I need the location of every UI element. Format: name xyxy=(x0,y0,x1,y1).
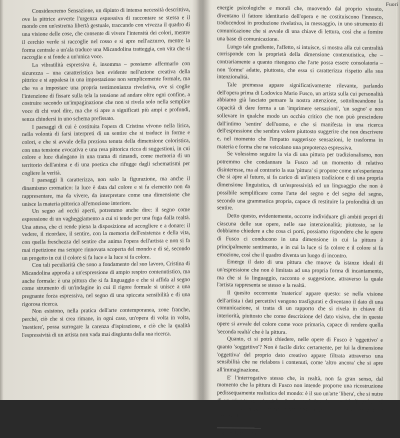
right-page-text-column xyxy=(217,5,383,436)
running-head: Fuori xyxy=(385,2,398,8)
book-gutter xyxy=(196,0,210,400)
footnote-rule xyxy=(217,427,261,428)
right-paragraph: Se volessimo seguire la via di una pittura per tradizionalismo, non potremmo che condannare la Fusco ad un momento di relativo disinteresse, ma al contrario la sua 'pittura' si propone come un'esperienza che si apre al futuro, si fa carico di un'intera tradizione e di una propria dimensione linguistica, di un'espressività ed un linguaggio che non è possibile semplificare come l'arte del segno e del segno del segno, secondo una grammatica propria, capace di restituire la profondità di un sentire. xyxy=(217,151,383,212)
left-paragraph: Non esistono, nella pratica dell'arte contemporanea, zone franche, perché, ciò che si crea rimane, in ogni caso, un'opera di volta in volta, 'mestiere', possa surrogare la carenza d'ispirazione, e ciò che la qualità l'espressività di un artista non vada mai disgiunta dalla sua ricerca. xyxy=(22,307,190,339)
left-paragraph: Con tali peculiarità che sono a fondamento del suo lavoro, Cristina di Micandolina approda a un'espressione di ampio respiro contenutistico, ma anche formale: è una pittura che si fa linguaggio e che si affida al segno come strumento di un'indagine in cui il rigore formale si unisce a una pregnante forza espressiva, nel segno di una spiccata sensibilità e di una rigorosa ricerca. xyxy=(22,261,190,308)
left-paragraph: La vibratilità espressiva è, insomma – possiamo affermarlo con sicurezza – una caratteristica ben evidente nell'azione creativa della pittrice e si appalesa in una impostazione non semplicemente formale, ma che va a impostare una propria testimonianza rivelativa, ove si coglie l'intenzione di fissare sulla tela la tensione ad andare oltre ogni confine, a costruire secondo un'impaginazione che non si rivela solo nella semplice voce di chi vuol dire, ma che si apre a significati più ampi e profondi, senza chiudersi in uno schema prefissato. xyxy=(22,61,190,123)
left-paragraph: I paesaggi di cui è costituita l'opera di Cristina vivono nella lirica, nella volontà di farsi interpreti di un sentire che si traduce in forme e colori, e che si avvale della preziosa tenuta della dimensione coloristica, con una tensione evocativa e una resa pittorica ricca di suggestioni, in cui colore e luce dialogano in una trama di rimandi, come memoria di un territorio dell'anima e di una poetica che rifugge dagli schematismi per cogliere la verità. xyxy=(22,122,190,177)
footnote: *Cfr. ivi, II, pp. 144 ss. xyxy=(217,430,260,436)
right-paragraph: energie psicologiche e morali che, muovendo dal proprio vissuto, diventano il fattore identitario dell'opera e ne costituiscono l'innesco, traducendosi in produzione rivelativa, in messaggio, in uno strumento di comunicazione che si avvale di una chiave di lettura, così che a fornire una base di comunicazione. xyxy=(217,5,383,43)
left-page-text-column xyxy=(22,7,190,397)
right-paragraph: Lungo tale gradiente, l'affetto, si intuisce, si mostra alla cui centralità corrisponde con la proprietà della dimensione contenutistica, che – contrariamente a quanto ritengono che l'arte possa essere consolatoria – non 'forme' adatte, piuttosto, che essa si caratterizza rispetto alla sua intenzionalità. xyxy=(217,43,383,81)
right-paragraph: Tale premessa appare significativamente rilevante, parlando dell'opera prima di Lodovico Mario Fusco, un artista sulla cui personalità abbiamo già lasciato pensare la nostra attenzione, sottolineandone la capacità di dare forma a un 'imprimere sensazioni', 'un sogno' e non sollevare in qualche modo un occhio critico che non può prescindere dall'intimo 'sentire' dell'uomo, e che si manifesta in una ricerca dell'espressione che sembra volere piuttosto suggerire che non descrivere e, nel momento che l'impatto suggerisce sensazioni, le trasforma in materia e forma che ne veicolano una prepotenza espressiva. xyxy=(217,82,383,152)
left-page xyxy=(0,0,196,400)
left-paragraph: Un segno ad occhi aperti, potremmo anche dire: il segno come espressione di un vagheggiamento a cui si tende per una fuga dalla realtà. Una attesa, che ci rende piena la disposizione ad accogliere e a donare: il vedere, il ricordare, il sentire, con la memoria dell'esistenza e della vita, con quella freschezza del sentire che anima l'opera dell'artista e non si fa mai ripetizione ma sempre rinnovata scoperta del mondo e di sé, secondo un progetto in cui il colore si fa luce e la luce si fa colore. xyxy=(22,207,190,262)
left-paragraph: Considereremo Sensazione, un dipinto di intensa necessità descrittiva, ove la pittrice avverte l'urgenza espressiva di raccontare se stessa e il mondo con un'estrema libertà gestuale, traccando con vivezza il quadro di una visione delle cose, che consente di vivere l'intensità dei colori, mentre il cerchio verde si raccoglie nel rosso e si apre nell'azzurro, mentre la forma centrale a un'ala traduce una Micandolina tratteggia, con vita che si raccoglie e si fonde a un'unica voce. xyxy=(22,7,190,62)
right-paragraph: Detto questo, evidentemente, occorre individuare gli ambiti propri di ciascuna delle sue opere, nelle sue intenzionalità; piuttosto, se le dobbiamo chiedere a che cosa ci porti, possiamo rispondere che le opere di Fusco ci conducono in una dimensione in cui la pittura è principalmente sentimento, e in cui la luce si fa colore e il colore si fa emozione, così che il quadro diventa un luogo di incontro. xyxy=(217,213,383,259)
left-paragraph: I paesaggi li caratterizza, non solo la figurazione, ma anche il dinamismo cromatico: la luce è data dal colore e si fa elemento non da rappresentare, ma da vivere, da interpretare come una dimensione che unisce la materia pittorica all'emozione interiore. xyxy=(22,176,190,208)
right-paragraph: E' l'interrogativo stesso che, in realtà, non fa gran senso, dal momento che la pittura di Fusco non intende proporre una ricostruzione pedissequamente realistica del mondo: è il suo un'arte 'libera', che si nutre di un vissuto esperienziale che le conferisce la capacità di parlare al cuore, come fanno i veri artisti che sanno usare il colore e la forma come linguaggio. xyxy=(217,375,383,420)
right-paragraph: Quanto, ci si potrà chiedere, nelle opere di Fusco è 'oggettivo' e quanto 'soggettivo'? Non è facile dirlo: certamente, per lui la dimensione 'oggettiva' del proprio dato creativo appare filtrata attraverso una sensibilità che ne rielabora i contenuti, come 'altro ancora' che si apre all'immaginazione. xyxy=(217,336,383,374)
right-paragraph: Emerge il dato di una pittura che muove da istanze ideali di un'espressione che non è limitata ad una propria forma di incantamento, ma che si fa linguaggio, racconto e suggestione, attraverso la quale l'artista rappresenta se stesso e la realtà. xyxy=(217,259,383,290)
right-paragraph: Il quesito occorrente 'materico' appare questo: se nella visione dell'artista i dati percettivi vengono trasfigurati e diventano il dato di una comunicazione, si tratta di un rapporto che si rivela in chiave di interiorità, piuttosto che come descrizione del dato visivo, che in queste opere si avvale del colore come voce primaria, capace di rendere quella 'seconda realtà' che è la pittura. xyxy=(217,290,383,336)
right-page xyxy=(210,0,400,436)
